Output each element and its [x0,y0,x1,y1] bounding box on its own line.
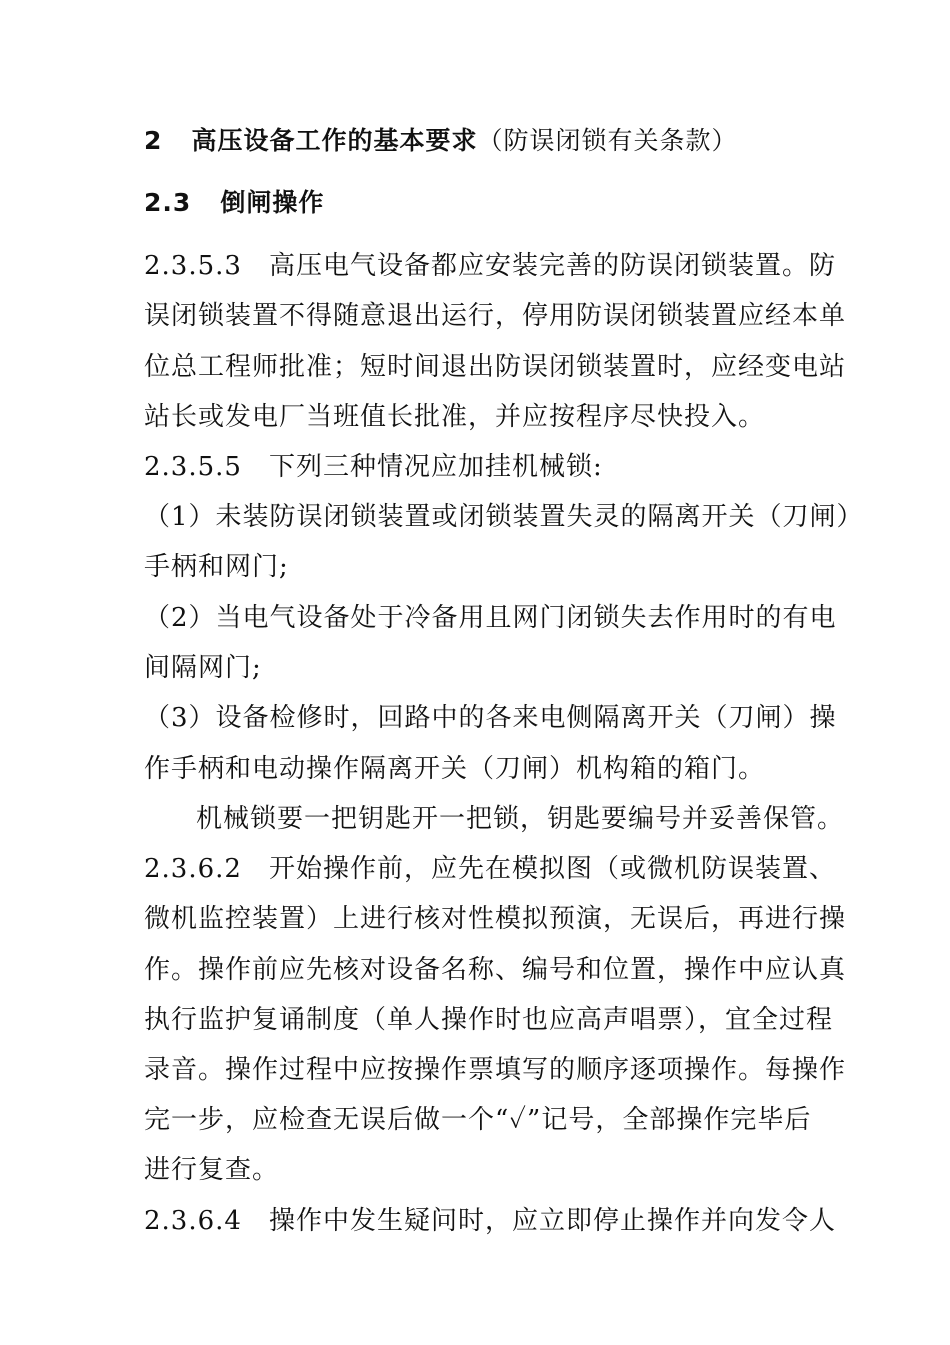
paragraph-line: 间隔网门; [144,653,262,683]
section-number: 2 [144,126,163,155]
paragraph-line: （1）未装防误闭锁装置或闭锁装置失灵的隔离开关（刀闸） [144,502,864,532]
paragraph-line: 完一步，应检查无误后做一个“✓”记号，全部操作完毕后 [144,1105,812,1135]
paragraph-line: 站长或发电厂当班值长批准，并应按程序尽快投入。 [144,402,766,432]
paragraph-line: 手柄和网门; [144,552,289,582]
section-title: 高压设备工作的基本要求 [191,126,478,155]
paragraph-line: （2）当电气设备处于冷备用且网门闭锁失去作用时的有电 [144,603,837,633]
section-note: （防误闭锁有关条款） [477,126,738,155]
paragraph-line: 2.3.5.5 下列三种情况应加挂机械锁: [144,452,603,482]
paragraph-line: （3）设备检修时，回路中的各来电侧隔离开关（刀闸）操 [144,703,837,733]
paragraph-line: 作。操作前应先核对设备名称、编号和位置，操作中应认真 [144,955,847,985]
paragraph-line: 作手柄和电动操作隔离开关（刀闸）机构箱的箱门。 [144,754,766,784]
section-heading [144,124,738,158]
paragraph-line: 执行监护复诵制度（单人操作时也应高声唱票），宜全过程 [144,1005,834,1035]
subsection-number: 2.3 [144,188,192,217]
paragraph-line: 2.3.6.4 操作中发生疑问时，应立即停止操作并向发令人 [144,1206,836,1236]
paragraph-line: 误闭锁装置不得随意退出运行，停用防误闭锁装置应经本单 [144,301,847,331]
subsection-title: 倒闸操作 [220,188,325,217]
paragraph-line: 2.3.6.2 开始操作前，应先在模拟图（或微机防误装置、 [144,854,836,884]
paragraph-line: 2.3.5.3 高压电气设备都应安装完善的防误闭锁装置。防 [144,251,836,281]
subsection-heading [144,186,324,220]
paragraph-line: 录音。操作过程中应按操作票填写的顺序逐项操作。每操作 [144,1055,847,1085]
paragraph-line: 位总工程师批准；短时间退出防误闭锁装置时，应经变电站 [144,352,847,382]
paragraph-line: 进行复查。 [144,1155,280,1185]
paragraph-line: 微机监控装置）上进行核对性模拟预演，无误后，再进行操 [144,904,847,934]
paragraph-line: 机械锁要一把钥匙开一把锁，钥匙要编号并妥善保管。 [196,804,845,834]
